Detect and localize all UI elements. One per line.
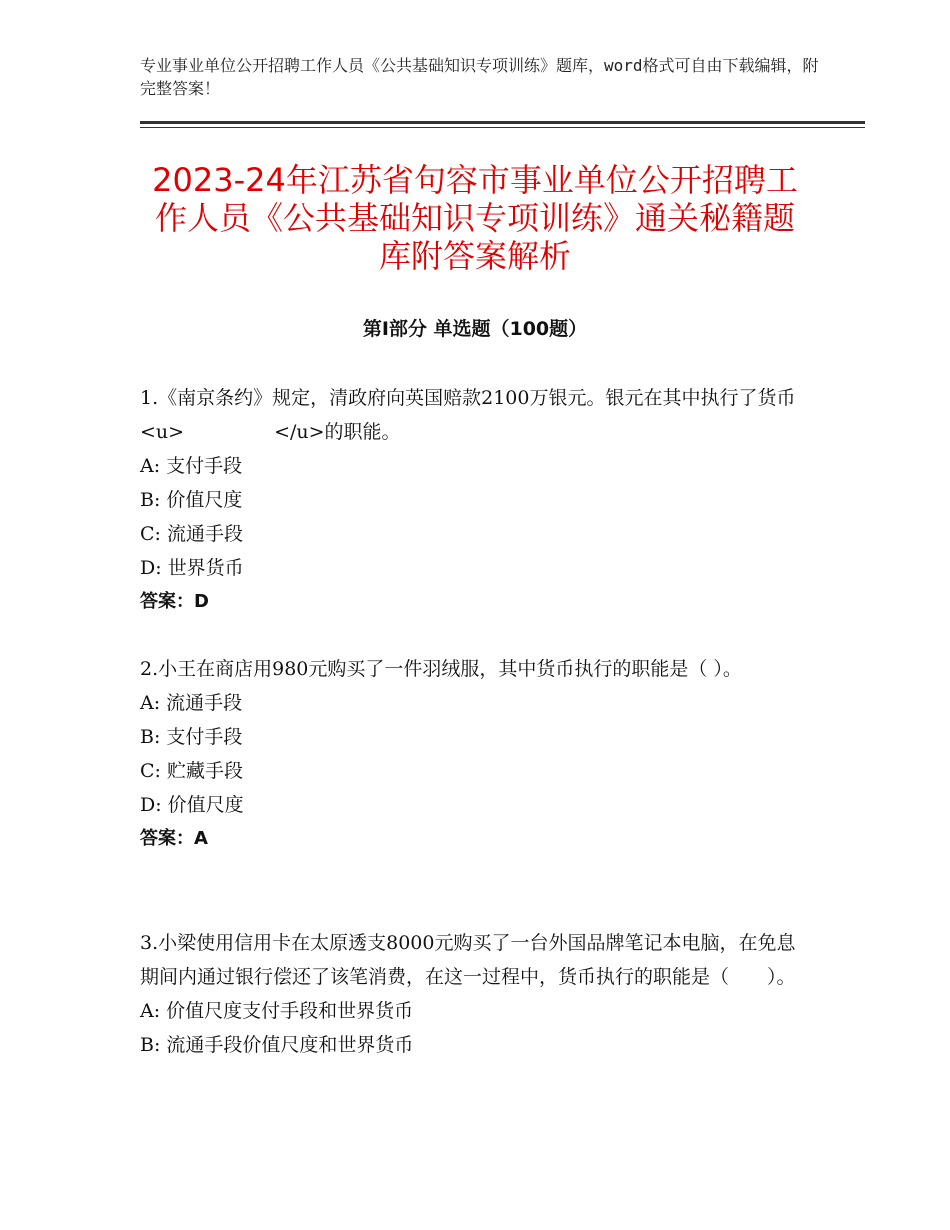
document-title: 2023-24年江苏省句容市事业单位公开招聘工作人员《公共基础知识专项训练》通关秘籍题库附答案解析 (152, 161, 798, 275)
option-b: B: 价值尺度 (140, 489, 243, 511)
header-note: 专业事业单位公开招聘工作人员《公共基础知识专项训练》题库，word格式可自由下载编辑，附完整答案！ (140, 56, 819, 98)
option-c: C: 流通手段 (140, 523, 243, 545)
header-rule-thick (140, 121, 865, 124)
option-a: A: 价值尺度支付手段和世界货币 (140, 1000, 414, 1022)
question-3 (140, 926, 810, 1062)
question-stem-part-b: </u>的职能。 (274, 421, 401, 443)
option-a: A: 支付手段 (140, 455, 243, 477)
answer: 答案：A (140, 828, 208, 849)
option-c: C: 贮藏手段 (140, 760, 243, 782)
question-stem: 2.小王在商店用980元购买了一件羽绒服，其中货币执行的职能是（ ）。 (140, 658, 742, 680)
answer: 答案：D (140, 591, 209, 612)
option-d: D: 世界货币 (140, 557, 244, 579)
question-stem (140, 381, 810, 449)
question-stem-part-a: 1.《南京条约》规定，清政府向英国赔款2100万银元。银元在其中执行了货币<u> (140, 387, 796, 443)
question-1 (140, 381, 810, 619)
question-2 (140, 652, 810, 856)
option-b: B: 流通手段价值尺度和世界货币 (140, 1034, 414, 1056)
section-title: 第Ⅰ部分 单选题（100题） (362, 318, 588, 340)
option-a: A: 流通手段 (140, 692, 243, 714)
header-rule-thin (140, 127, 865, 128)
question-stem: 3.小梁使用信用卡在太原透支8000元购买了一台外国品牌笔记本电脑，在免息期间内通过银行偿还了该笔消费，在这一过程中，货币执行的职能是（ ）。 (140, 932, 796, 988)
option-b: B: 支付手段 (140, 726, 243, 748)
option-d: D: 价值尺度 (140, 794, 244, 816)
